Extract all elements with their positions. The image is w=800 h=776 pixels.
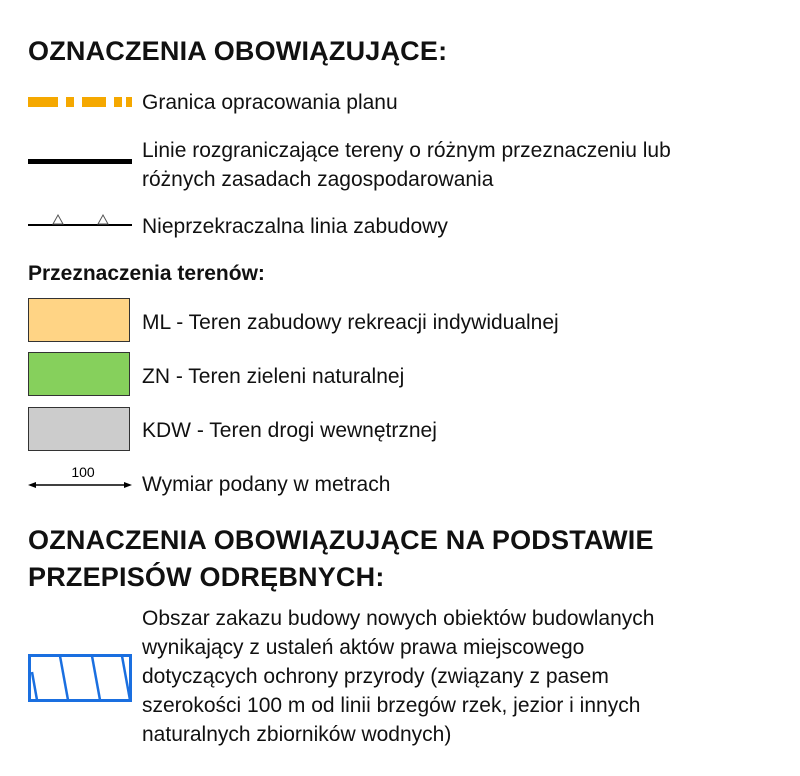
dimension-value: 100: [71, 464, 95, 480]
kdw-label: KDW - Teren drogi wewnętrznej: [142, 419, 437, 442]
arrow-left-icon: [28, 482, 36, 488]
secondary-heading-line-2: PRZEPISÓW ODRĘBNYCH:: [28, 562, 385, 592]
dimension-symbol: [28, 463, 132, 493]
kdw-color-swatch: [28, 407, 130, 451]
ml-color-swatch: [28, 298, 130, 342]
protection-zone-label-line-1: Obszar zakazu budowy nowych obiektów budowlanych: [142, 607, 655, 630]
plan-boundary-label: Granica opracowania planu: [142, 91, 398, 114]
plan-boundary-symbol: [28, 94, 132, 110]
dimension-label: Wymiar podany w metrach: [142, 473, 391, 496]
secondary-heading-line-1: OZNACZENIA OBOWIĄZUJĄCE NA PODSTAWIE: [28, 525, 654, 555]
zone-outline: [30, 656, 131, 701]
dot-segment: [114, 97, 122, 107]
demarcation-line-symbol: [28, 158, 132, 166]
main-heading: OZNACZENIA OBOWIĄZUJĄCE:: [28, 36, 448, 66]
arrow-right-icon: [124, 482, 132, 488]
ml-label: ML - Teren zabudowy rekreacji indywidualnej: [142, 311, 559, 334]
dash-segment: [28, 97, 58, 107]
protection-zone-symbol: [28, 654, 132, 702]
dot-segment: [66, 97, 74, 107]
dash-segment: [82, 97, 106, 107]
dash-segment: [126, 97, 132, 107]
triangle-marker: [98, 215, 108, 224]
building-line-label: Nieprzekraczalna linia zabudowy: [142, 215, 448, 238]
protection-zone-label-line-4: szerokości 100 m od linii brzegów rzek, jezior i innych: [142, 694, 641, 717]
zn-color-swatch: [28, 352, 130, 396]
zn-label: ZN - Teren zieleni naturalnej: [142, 365, 405, 388]
thick-line: [28, 159, 132, 164]
demarcation-label-line-1: Linie rozgraniczające tereny o różnym przeznaczeniu lub: [142, 139, 671, 162]
protection-zone-label-line-2: wynikający z ustaleń aktów prawa miejscowego: [142, 636, 585, 659]
protection-zone-label-line-3: dotyczących ochrony przyrody (związany z pasem: [142, 665, 609, 688]
demarcation-label-line-2: różnych zasadach zagospodarowania: [142, 168, 494, 191]
protection-zone-label-line-5: naturalnych zbiorników wodnych): [142, 723, 452, 746]
building-line-symbol: [28, 210, 132, 228]
triangle-marker: [53, 215, 63, 224]
land-use-subheading: Przeznaczenia terenów:: [28, 262, 265, 285]
